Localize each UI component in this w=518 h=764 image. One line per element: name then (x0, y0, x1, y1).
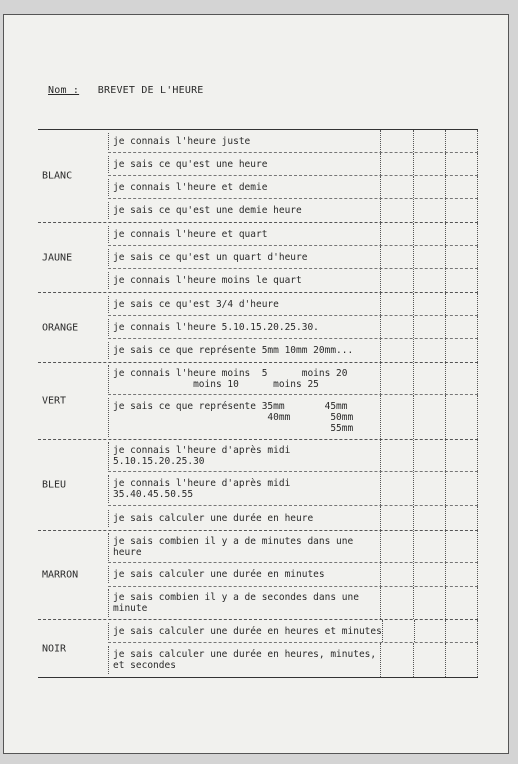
table-row (108, 339, 478, 362)
check-cell (413, 246, 445, 268)
group-marron (38, 531, 478, 620)
check-cell (413, 223, 445, 245)
color-label-orange: ORANGE (42, 322, 79, 333)
skill-text: je connais l'heure et quart (108, 226, 380, 243)
table-row (108, 363, 478, 395)
nom-label: Nom : (48, 85, 80, 96)
check-cell (380, 531, 412, 562)
table-row (108, 643, 478, 677)
check-cell (380, 176, 412, 198)
group-vert (38, 363, 478, 440)
check-cell (380, 130, 412, 152)
group-blanc (38, 130, 478, 223)
check-cell (413, 176, 445, 198)
skill-text: je sais combien il y a de minutes dans une heure (108, 533, 380, 561)
skill-text: je sais ce qu'est un quart d'heure (108, 249, 380, 266)
check-cell (413, 153, 445, 175)
check-cell (445, 643, 478, 677)
color-label-vert: VERT (42, 395, 67, 407)
check-cell (380, 246, 412, 268)
check-cell (445, 153, 478, 175)
check-cell (413, 587, 445, 619)
check-cell (380, 363, 412, 394)
skill-text: je connais l'heure et demie (108, 179, 380, 196)
color-label-noir: NOIR (42, 643, 67, 654)
skill-text: je connais l'heure d'après midi 35.40.45.50.55 (108, 475, 380, 503)
check-cell (382, 620, 414, 642)
table-row (108, 246, 478, 269)
document-title: BREVET DE L'HEURE (97, 85, 204, 96)
check-cell (380, 223, 412, 245)
table-row (108, 620, 478, 643)
skill-text: je sais ce qu'est 3/4 d'heure (108, 296, 380, 313)
check-cell (380, 563, 412, 586)
check-cell (380, 440, 412, 471)
check-cell (380, 506, 412, 530)
check-cell (380, 472, 412, 505)
skill-text: je connais l'heure moins 5 moins 20 moins 10 moins 25 (108, 365, 380, 393)
check-cell (413, 293, 445, 315)
table-row (108, 440, 478, 472)
check-cell (413, 199, 445, 222)
check-cell (445, 531, 478, 562)
check-cell (445, 269, 478, 292)
check-cell (445, 130, 478, 152)
check-cell (413, 316, 445, 338)
check-cell (445, 395, 478, 439)
check-cell (445, 506, 478, 530)
check-cell (413, 339, 445, 362)
check-cell (380, 643, 412, 677)
check-cell (445, 339, 478, 362)
table-row (108, 472, 478, 506)
check-cell (380, 199, 412, 222)
skill-text: je connais l'heure 5.10.15.20.25.30. (108, 319, 380, 336)
worksheet-page (3, 14, 509, 754)
check-cell (413, 643, 445, 677)
check-cell (414, 620, 446, 642)
check-cell (445, 363, 478, 394)
table-row (108, 563, 478, 587)
check-cell (445, 223, 478, 245)
skill-text: je sais calculer une durée en heures, minutes, et secondes (108, 646, 380, 674)
skill-text: je sais ce qu'est une demie heure (108, 202, 380, 219)
table-row (108, 531, 478, 563)
color-label-bleu: BLEU (42, 479, 67, 491)
table-row (108, 130, 478, 153)
check-cell (445, 440, 478, 471)
table-row (108, 223, 478, 246)
check-cell (413, 506, 445, 530)
table-row (108, 587, 478, 619)
check-cell (445, 316, 478, 338)
skill-text: je sais ce qu'est une heure (108, 156, 380, 173)
color-label-jaune: JAUNE (42, 252, 73, 263)
check-cell (413, 563, 445, 586)
skill-text: je sais calculer une durée en heures et minutes (108, 623, 382, 640)
check-cell (445, 246, 478, 268)
table-row (108, 199, 478, 222)
skill-text: je connais l'heure juste (108, 133, 380, 150)
skill-text: je sais ce que représente 35mm 45mm 40mm 50mm 55mm (108, 398, 380, 437)
skill-text: je sais calculer une durée en heure (108, 510, 380, 527)
skill-text: je connais l'heure d'après midi 5.10.15.20.25.30 (108, 442, 380, 470)
check-cell (445, 563, 478, 586)
check-cell (413, 472, 445, 505)
table-row (108, 316, 478, 339)
check-cell (380, 395, 412, 439)
check-cell (380, 153, 412, 175)
group-orange (38, 293, 478, 363)
check-cell (380, 316, 412, 338)
table-row (108, 293, 478, 316)
check-cell (445, 620, 478, 642)
check-cell (413, 269, 445, 292)
table-row (108, 395, 478, 439)
check-cell (380, 339, 412, 362)
skill-text: je sais combien il y a de secondes dans une minute (108, 589, 380, 617)
check-cell (413, 130, 445, 152)
check-cell (445, 587, 478, 619)
skill-text: je sais ce que représente 5mm 10mm 20mm... (108, 342, 380, 359)
table-row (108, 269, 478, 292)
group-jaune (38, 223, 478, 293)
color-label-marron: MARRON (42, 569, 79, 581)
check-cell (413, 531, 445, 562)
check-cell (413, 395, 445, 439)
group-bleu (38, 440, 478, 531)
check-cell (380, 269, 412, 292)
table-row (108, 176, 478, 199)
check-cell (380, 587, 412, 619)
skill-text: je connais l'heure moins le quart (108, 272, 380, 289)
title-line (48, 85, 204, 96)
skill-text: je sais calculer une durée en minutes (108, 566, 380, 583)
check-cell (413, 440, 445, 471)
check-cell (413, 363, 445, 394)
color-label-blanc: BLANC (42, 170, 73, 182)
skills-table (38, 129, 478, 678)
table-row (108, 506, 478, 530)
check-cell (380, 293, 412, 315)
check-cell (445, 472, 478, 505)
check-cell (445, 199, 478, 222)
group-noir (38, 620, 478, 677)
check-cell (445, 176, 478, 198)
table-row (108, 153, 478, 176)
check-cell (445, 293, 478, 315)
